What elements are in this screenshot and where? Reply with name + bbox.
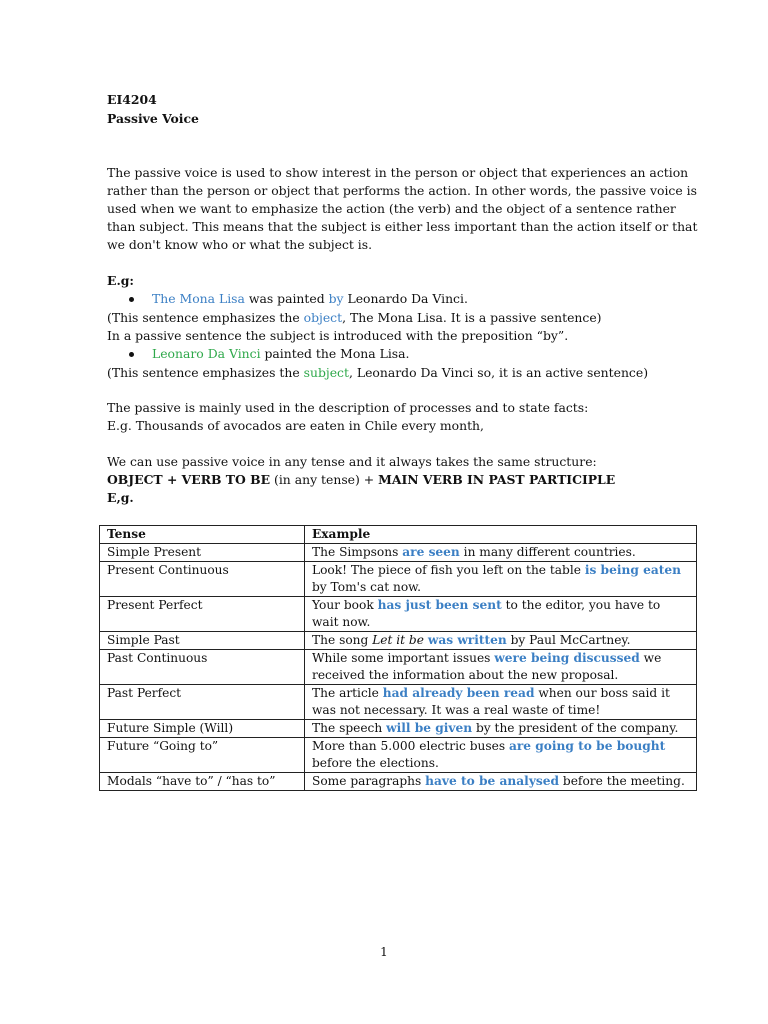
- passive-verb: have to be analysed: [425, 774, 560, 788]
- intro-line: we don't know who or what the subject is.: [107, 237, 373, 252]
- example-active-sentence: Leonaro Da Vinci painted the Mona Lisa.: [152, 346, 410, 361]
- example-cell: More than 5.000 electric buses are going to be bought before the elections.: [305, 738, 697, 773]
- table-row: [100, 738, 697, 773]
- example-cell: The speech will be given by the president of the company.: [305, 720, 697, 738]
- intro-line: rather than the person or object that performs the action. In other words, the passive voice is: [107, 183, 697, 198]
- passive-verb: is being eaten: [584, 563, 681, 577]
- header-tense: Tense: [100, 526, 305, 544]
- table-row: [100, 544, 697, 562]
- intro-line: The passive voice is used to show interest in the person or object that experiences an action: [107, 165, 689, 180]
- document-title: Passive Voice: [107, 111, 199, 126]
- highlighted-subject: Leonaro Da Vinci: [152, 346, 261, 361]
- tense-examples-table: [99, 525, 697, 791]
- bullet-icon: [129, 352, 134, 357]
- bullet-icon: [129, 297, 134, 302]
- passive-verb: are seen: [402, 545, 460, 559]
- highlighted-keyword: object: [303, 310, 343, 325]
- example-cell: While some important issues were being discussed we received the information about the new proposal.: [305, 650, 697, 685]
- highlighted-object: The Mona Lisa: [152, 291, 245, 306]
- highlighted-keyword: subject: [303, 365, 349, 380]
- structure-eg-label: E,g.: [107, 490, 134, 505]
- passive-verb: has just been sent: [377, 598, 502, 612]
- table-row: [100, 597, 697, 632]
- highlighted-preposition: by: [328, 291, 344, 306]
- usage-example: E.g. Thousands of avocados are eaten in Chile every month,: [107, 418, 484, 433]
- passive-verb: had already been read: [382, 686, 535, 700]
- table-row: [100, 562, 697, 597]
- tense-cell: Simple Present: [100, 544, 305, 562]
- header-example: Example: [305, 526, 697, 544]
- tense-cell: Past Perfect: [100, 685, 305, 720]
- active-explanation: (This sentence emphasizes the subject, Leonardo Da Vinci so, it is an active sentence): [107, 365, 649, 380]
- example-cell: The article had already been read when our boss said it was not necessary. It was a real waste of time!: [305, 685, 697, 720]
- passive-verb: will be given: [386, 721, 473, 735]
- example-cell: Your book has just been sent to the editor, you have to wait now.: [305, 597, 697, 632]
- tense-cell: Future “Going to”: [100, 738, 305, 773]
- tense-cell: Future Simple (Will): [100, 720, 305, 738]
- example-cell: Look! The piece of fish you left on the table is being eaten by Tom's cat now.: [305, 562, 697, 597]
- tense-cell: Simple Past: [100, 632, 305, 650]
- tense-cell: Modals “have to” / “has to”: [100, 773, 305, 791]
- passive-verb: were being discussed: [494, 651, 640, 665]
- page-number: 1: [380, 945, 388, 959]
- table-row: [100, 720, 697, 738]
- structure-intro: We can use passive voice in any tense and it always takes the same structure:: [107, 454, 597, 469]
- table-row: [100, 650, 697, 685]
- example-cell: The song Let it be was written by Paul McCartney.: [305, 632, 697, 650]
- table-row: [100, 773, 697, 791]
- example-label: E.g:: [107, 273, 134, 288]
- preposition-note: In a passive sentence the subject is introduced with the preposition “by”.: [107, 328, 569, 343]
- example-cell: The Simpsons are seen in many different countries.: [305, 544, 697, 562]
- tense-cell: Present Perfect: [100, 597, 305, 632]
- passive-verb: was written: [427, 633, 507, 647]
- intro-line: used when we want to emphasize the action (the verb) and the object of a sentence rather: [107, 201, 676, 216]
- table-row: [100, 632, 697, 650]
- example-passive-sentence: The Mona Lisa was painted by Leonardo Da Vinci.: [152, 291, 468, 306]
- example-cell: Some paragraphs have to be analysed before the meeting.: [305, 773, 697, 791]
- tense-cell: Present Continuous: [100, 562, 305, 597]
- tense-cell: Past Continuous: [100, 650, 305, 685]
- intro-line: than subject. This means that the subject is either less important than the action itself or that: [107, 219, 698, 234]
- table-row: [100, 685, 697, 720]
- table-header-row: [100, 526, 697, 544]
- usage-line: The passive is mainly used in the description of processes and to state facts:: [107, 400, 589, 415]
- course-code: EI4204: [107, 92, 157, 107]
- structure-formula: OBJECT + VERB TO BE (in any tense) + MAIN VERB IN PAST PARTICIPLE: [107, 472, 616, 487]
- song-title: Let it be: [372, 633, 424, 647]
- passive-explanation: (This sentence emphasizes the object, The Mona Lisa. It is a passive sentence): [107, 310, 602, 325]
- passive-verb: are going to be bought: [508, 739, 666, 753]
